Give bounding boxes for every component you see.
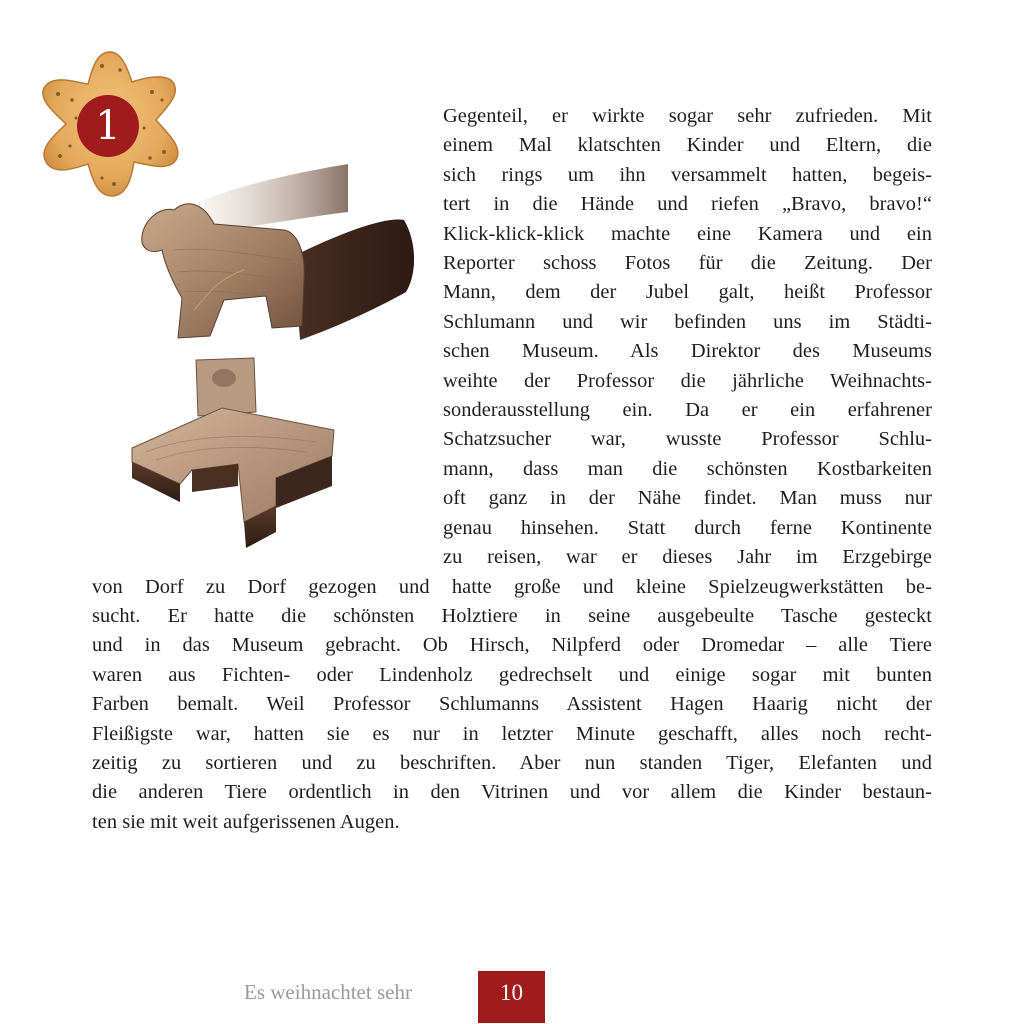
text-line: mann, dass man die schönsten Kostbarkeiten bbox=[443, 457, 932, 480]
text-line: die anderen Tiere ordentlich in den Vitrinen und vor allem die Kinder bestaun- bbox=[92, 781, 932, 804]
page-number: 10 bbox=[478, 971, 545, 1023]
chapter-number: 1 bbox=[95, 103, 121, 149]
text-line: Schatzsucher war, wusste Professor Schlu- bbox=[443, 428, 932, 451]
text-line: einem Mal klatschten Kinder und Eltern, die bbox=[443, 134, 932, 157]
text-line: sonderausstellung ein. Da er ein erfahrener bbox=[443, 399, 932, 422]
text-line: sucht. Er hatte die schönsten Holztiere in seine ausgebeulte Tasche gesteckt bbox=[92, 604, 932, 627]
text-line: schen Museum. Als Direktor des Museums bbox=[443, 340, 932, 363]
text-line: genau hinsehen. Statt durch ferne Kontinente bbox=[443, 516, 932, 539]
text-line: und in das Museum gebracht. Ob Hirsch, Nilpferd oder Dromedar – alle Tiere bbox=[92, 634, 932, 657]
text-line: Klick-klick-klick machte eine Kamera und ein bbox=[443, 222, 932, 245]
running-footer-title: Es weihnachtet sehr bbox=[244, 980, 412, 1004]
text-line: Reporter schoss Fotos für die Zeitung. Der bbox=[443, 252, 932, 275]
text-line: tert in die Hände und riefen „Bravo, bravo!“ bbox=[443, 193, 932, 216]
text-line: Gegenteil, er wirkte sogar sehr zufrieden. Mit bbox=[443, 105, 932, 127]
text-line: Schlumann und wir befinden uns im Städti- bbox=[443, 310, 932, 333]
text-line: ten sie mit weit aufgerissenen Augen. bbox=[92, 810, 400, 833]
text-line: sich rings um ihn versammelt hatten, begeis- bbox=[443, 163, 932, 186]
text-line: Mann, dem der Jubel galt, heißt Professor bbox=[443, 281, 932, 304]
text-line: zu reisen, war er dieses Jahr im Erzgebirge bbox=[443, 546, 932, 569]
body-text bbox=[92, 102, 932, 842]
text-line: Farben bemalt. Weil Professor Schlumanns Assistent Hagen Haarig nicht der bbox=[92, 693, 932, 716]
text-line: von Dorf zu Dorf gezogen und hatte große und kleine Spielzeugwerkstätten be- bbox=[92, 575, 932, 598]
text-line: waren aus Fichten- oder Lindenholz gedrechselt und einige sogar mit bunten bbox=[92, 663, 932, 686]
text-line: oft ganz in der Nähe findet. Man muss nur bbox=[443, 487, 932, 510]
text-line: zeitig zu sortieren und zu beschriften. Aber nun standen Tiger, Elefanten und bbox=[92, 751, 932, 774]
text-line: weihte der Professor die jährliche Weihnachts- bbox=[443, 369, 932, 392]
text-line: Fleißigste war, hatten sie es nur in letzter Minute geschafft, alles noch recht- bbox=[92, 722, 932, 745]
